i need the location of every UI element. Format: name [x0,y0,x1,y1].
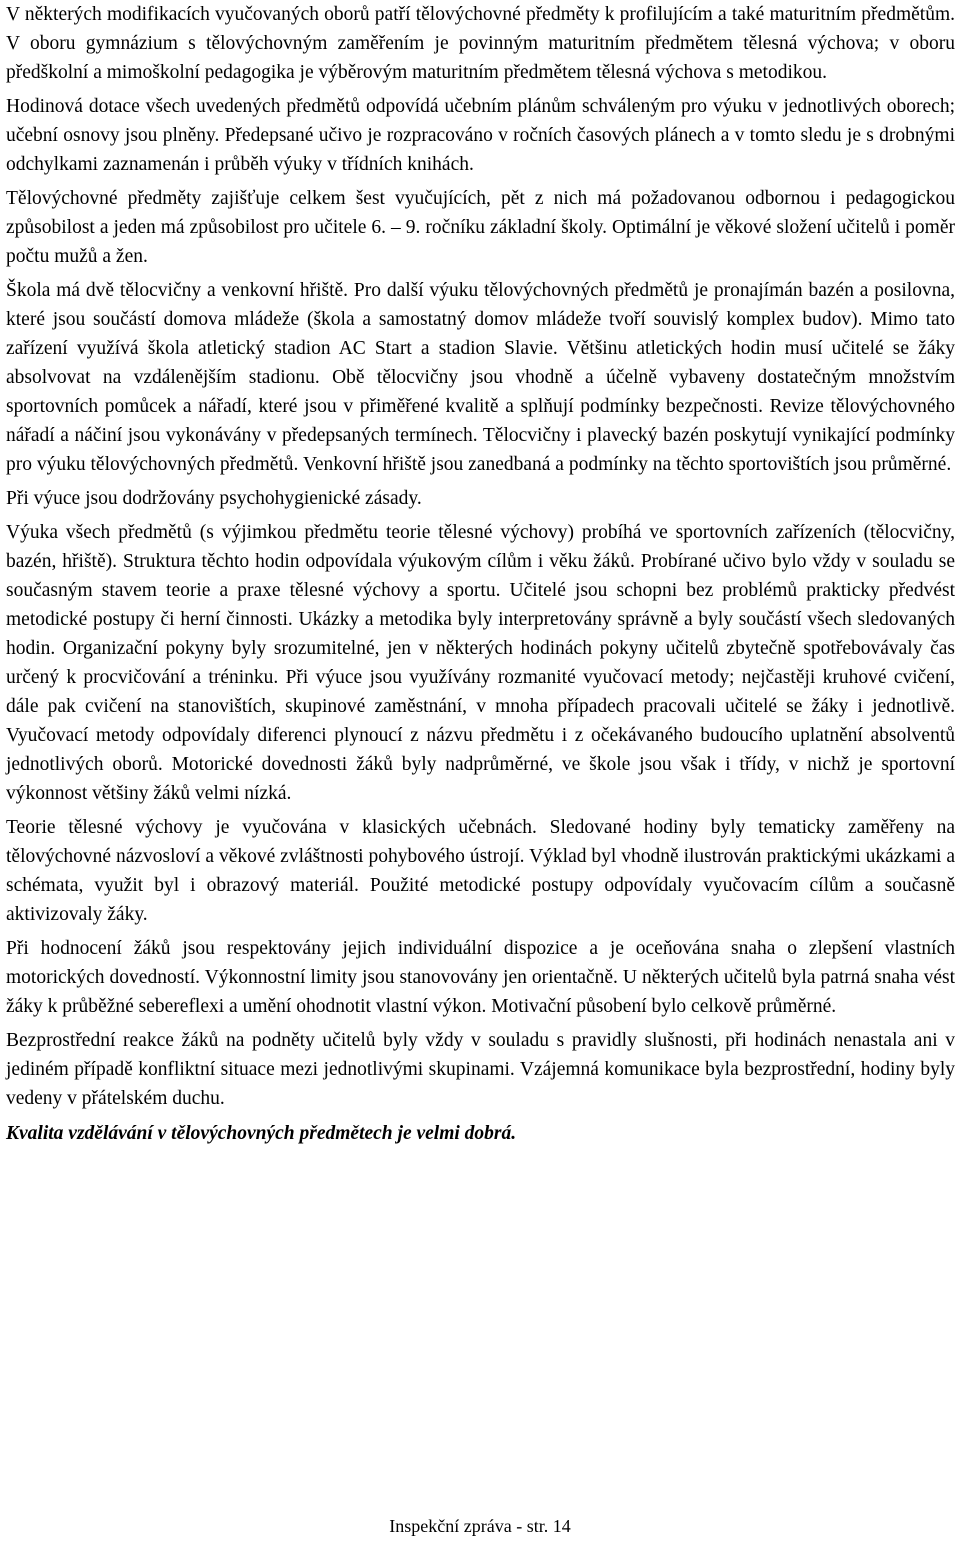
paragraph-teaching: Výuka všech předmětů (s výjimkou předmětu teorie tělesné výchovy) probíhá ve sportovních zařízeních (tělocvičny, bazén, hřiště). Struktura těchto hodin odpovídala výukovým cílům i věku žáků. Probírané učivo bylo vždy v souladu se současným stavem teorie a praxe tělesné výchovy a sportu. Učitelé jsou schopni bez problémů prakticky předvést metodické postupy či herní činnosti. Ukázky a metodika byly interpretovány správně a byly součástí všech sledovaných hodin. Organizační pokyny byly srozumitelné, jen v některých hodinách pokyny učitelů zbytečně spotřebovávaly čas určený k procvičování a tréninku. Při výuce jsou využívány rozmanité vyučovací metody; nejčastěji kruhové cvičení, dále pak cvičení na stanovištích, skupinové zaměstnání, v mnoha případech pracovali učitelé se žáky i jednotlivě. Vyučovací metody odpovídaly diferenci plynoucí z názvu předmětu i z očekávaného budoucího uplatnění absolventů jednotlivých oborů. Motorické dovednosti žáků byly nadprůměrné, ve škole jsou však i třídy, v nichž je sportovní výkonnost většiny žáků velmi nízká. [6,522,955,804]
paragraph-communication: Bezprostřední reakce žáků na podněty učitelů byly vždy v souladu s pravidly slušnosti, při hodinách nenastala ani v jediném případě konfliktní situace mezi jednotlivými skupinami. Vzájemná komunikace byla bezprostřední, hodiny byly vedeny v přátelském duchu. [6,1030,955,1109]
paragraph-assessment: Při hodnocení žáků jsou respektovány jejich individuální dispozice a je oceňována snaha o zlepšení vlastních motorických dovedností. Výkonnostní limity jsou stanovovány jen orientačně. U některých učitelů byla patrná snaha vést žáky k průběžné sebereflexi a umění ohodnotit vlastní výkon. Motivační působení bylo celkově průměrné. [6,938,955,1017]
paragraph-facilities: Škola má dvě tělocvičny a venkovní hřiště. Pro další výuku tělovýchovných předmětů je pronajímán bazén a posilovna, které jsou součástí domova mládeže (škola a samostatný domov mládeže tvoří souvislý komplex budov). Mimo tato zařízení využívá škola atletický stadion AC Start a stadion Slavie. Většinu atletických hodin musí učitelé se žáky absolvovat na vzdálenějším stadionu. Obě tělocvičny jsou vhodně a účelně vybaveny dostatečným množstvím sportovních pomůcek a nářadí, které jsou v přiměřené kvalitě a splňují podmínky bezpečnosti. Revize tělovýchovného nářadí a náčiní jsou vykonávány v předepsaných termínech. Tělocvičny i plavecký bazén poskytují vynikající podmínky pro výuku tělovýchovných předmětů. Venkovní hřiště jsou zanedbaná a podmínky na těchto sportovištích jsou průměrné. [6,280,955,475]
paragraph-theory: Teorie tělesné výchovy je vyučována v klasických učebnách. Sledované hodiny byly tematicky zaměřeny na tělovýchovné názvosloví a věkové zvláštnosti pohybového ústrojí. Výklad byl vhodně ilustrován praktickými ukázkami a schémata, využit byl i obrazový materiál. Použité metodické postupy odpovídaly vyučovacím cílům a současně aktivizovaly žáky. [6,817,955,925]
paragraph-hour-allocation: Hodinová dotace všech uvedených předmětů odpovídá učebním plánům schváleným pro výuku v jednotlivých oborech; učební osnovy jsou plněny. Předepsané učivo je rozpracováno v ročních časových plánech a v tomto sledu je s drobnými odchylkami zaznamenán i průběh výuky v třídních knihách. [6,96,955,175]
document-body [6,0,955,1148]
paragraph-teachers: Tělovýchovné předměty zajišťuje celkem šest vyučujících, pět z nich má požadovanou odbornou i pedagogickou způsobilost a jeden má způsobilost pro učitele 6. – 9. ročníku základní školy. Optimální je věkové složení učitelů i poměr počtu mužů a žen. [6,188,955,267]
paragraph-psychohygiene: Při výuce jsou dodržovány psychohygienické zásady. [6,488,422,509]
page-footer: Inspekční zpráva - str. 14 [389,1516,571,1536]
paragraph-profile-subjects: V některých modifikacích vyučovaných oborů patří tělovýchovné předměty k profilujícím a také maturitním předmětům. V oboru gymnázium s tělovýchovným zaměřením je povinným maturitním předmětem tělesná výchova; v oboru předškolní a mimoškolní pedagogika je výběrovým maturitním předmětem tělesná výchova s metodikou. [6,4,955,83]
conclusion-statement: Kvalita vzdělávání v tělovýchovných předmětech je velmi dobrá. [6,1123,517,1144]
